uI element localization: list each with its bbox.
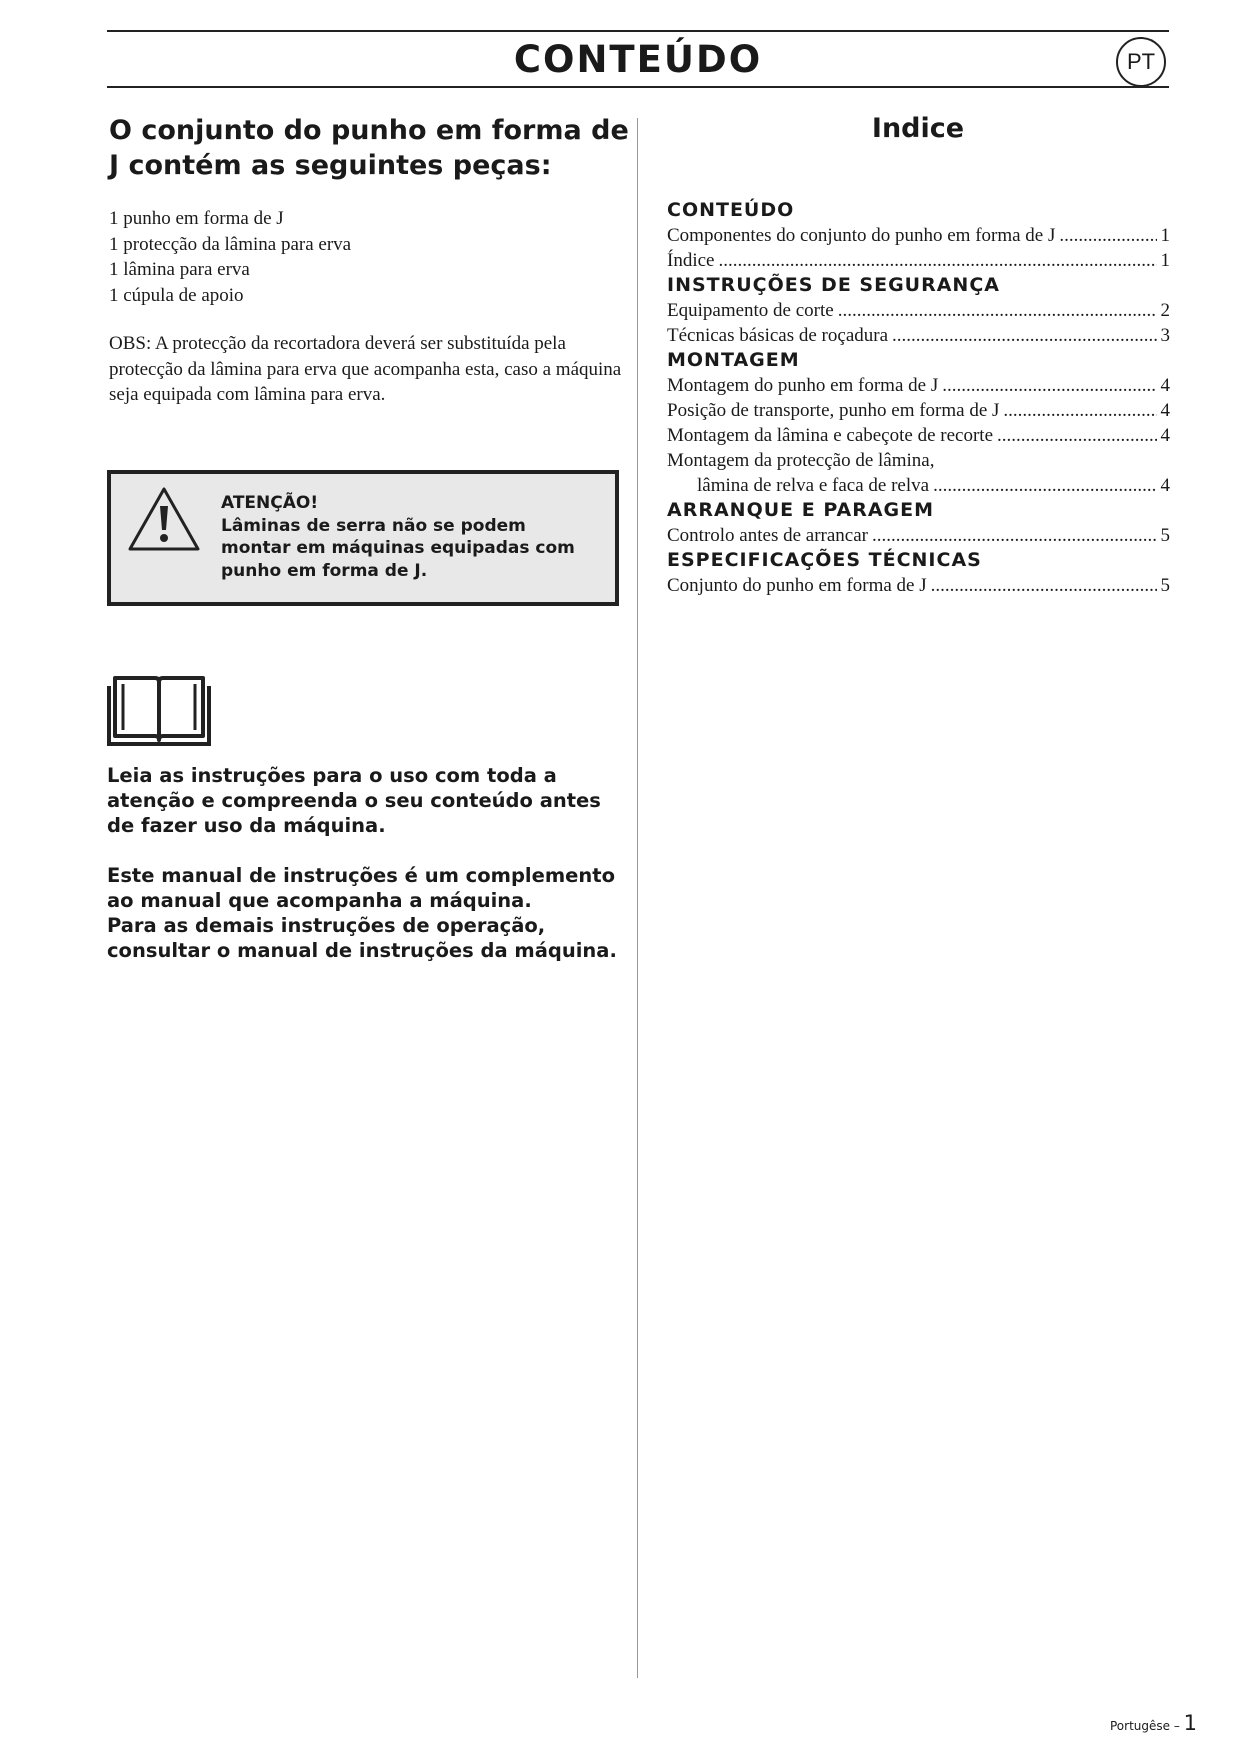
toc-entry: [667, 398, 1170, 423]
toc-entry: [667, 573, 1170, 598]
parts-list: [109, 206, 351, 308]
warning-triangle-icon: [127, 486, 201, 552]
column-divider: [637, 118, 638, 1678]
list-item: 1 lâmina para erva: [109, 259, 250, 280]
toc-entry-page: 5: [1160, 575, 1170, 596]
warning-text: [221, 492, 601, 582]
list-item: 1 punho em forma de J: [109, 208, 284, 229]
toc-entry-page: 5: [1160, 525, 1170, 546]
toc-section-heading: CONTEÚDO: [667, 199, 795, 221]
toc-entry-title: Componentes do conjunto do punho em forma de J: [667, 225, 1056, 246]
page-number: 1: [1183, 1711, 1198, 1735]
toc-entry-title: Índice: [667, 250, 715, 271]
toc-entry-title: Posição de transporte, punho em forma de J: [667, 400, 1000, 421]
toc-entry: [667, 423, 1170, 448]
header-top-rule: [107, 30, 1169, 32]
note-paragraph: OBS: A protecção da recortadora deverá ser substituída pela protecção da lâmina para erva que acompanha esta, caso a máquina seja equipada com lâmina para erva.: [109, 333, 622, 405]
toc-entry: [667, 523, 1170, 548]
index-heading: Indice: [871, 113, 965, 144]
toc-entry: [667, 473, 1170, 498]
page-footer: [1110, 1711, 1197, 1735]
toc-section-heading: INSTRUÇÕES DE SEGURANÇA: [667, 274, 1000, 296]
manual-complement-line-2: Para as demais instruções de operação, consultar o manual de instruções da máquina.: [107, 914, 617, 962]
manual-complement-line-1: Este manual de instruções é um complemento ao manual que acompanha a máquina.: [107, 864, 615, 912]
toc-section-heading: MONTAGEM: [667, 349, 800, 371]
read-instructions-text: Leia as instruções para o uso com toda a atenção e compreenda o seu conteúdo antes de fazer uso da máquina.: [107, 764, 601, 837]
toc-entry-continuation: lâmina de relva e faca de relva: [697, 475, 930, 496]
toc-section-heading: ARRANQUE E PARAGEM: [667, 499, 935, 521]
toc-section-heading: ESPECIFICAÇÕES TÉCNICAS: [667, 549, 982, 571]
toc-entry: [667, 223, 1170, 248]
header-bottom-rule: [107, 86, 1169, 88]
language-badge: PT: [1116, 37, 1166, 87]
warning-title: ATENÇÃO!: [221, 493, 319, 513]
parts-heading: O conjunto do punho em forma de J contém as seguintes peças:: [109, 115, 629, 181]
toc-entry: [667, 373, 1170, 398]
toc-entry-page: 1: [1160, 225, 1170, 246]
list-item: 1 protecção da lâmina para erva: [109, 233, 352, 255]
toc-entry-page: 1: [1160, 250, 1170, 271]
table-of-contents: [667, 198, 1170, 598]
toc-entry: [667, 323, 1170, 348]
page-title: CONTEÚDO: [513, 38, 763, 81]
warning-box: [107, 470, 619, 606]
toc-entry-page: 4: [1160, 475, 1170, 496]
manual-complement-text: [107, 863, 632, 963]
toc-entry-title: Controlo antes de arrancar: [667, 525, 868, 546]
toc-entry-title: Montagem da protecção de lâmina,: [667, 450, 935, 471]
list-item: 1 cúpula de apoio: [109, 284, 244, 306]
toc-entry-page: 4: [1160, 425, 1170, 446]
toc-entry: [667, 248, 1170, 273]
toc-entry-page: 4: [1160, 375, 1170, 396]
toc-entry-page: 2: [1160, 300, 1170, 321]
toc-entry-title: Equipamento de corte: [667, 300, 834, 321]
toc-entry-title: Técnicas básicas de roçadura: [667, 325, 889, 346]
warning-message: Lâminas de serra não se podem montar em máquinas equipadas com punho em forma de J.: [221, 515, 575, 581]
footer-language-label: Portugêse –: [1110, 1719, 1180, 1733]
toc-entry-title: Conjunto do punho em forma de J: [667, 575, 927, 596]
toc-entry: [667, 298, 1170, 323]
open-book-icon: [107, 670, 211, 746]
toc-entry-page: 4: [1160, 400, 1170, 421]
toc-entry-title: Montagem da lâmina e cabeçote de recorte: [667, 425, 993, 446]
toc-entry-title: Montagem do punho em forma de J: [667, 375, 939, 396]
toc-entry-page: 3: [1160, 325, 1170, 346]
